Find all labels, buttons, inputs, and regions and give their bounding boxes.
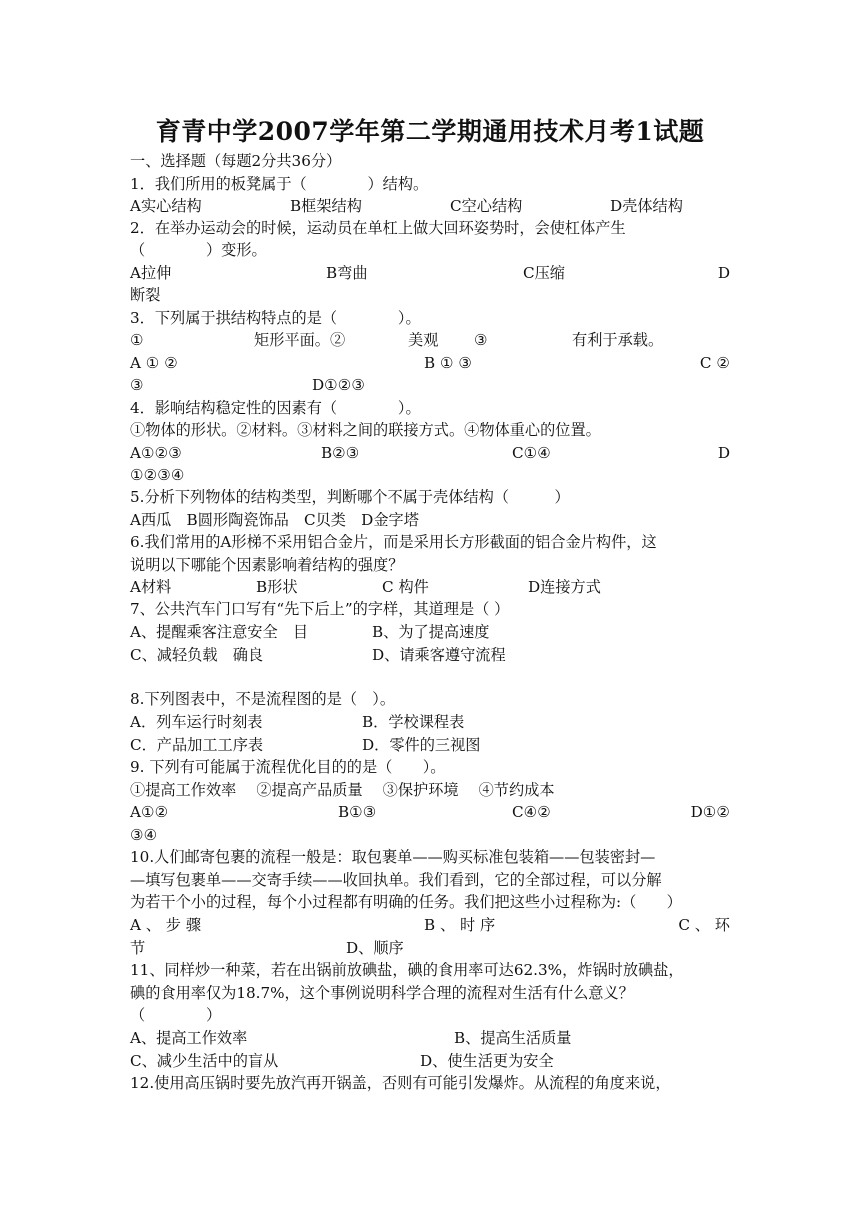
question-5-stem: 5.分析下列物体的结构类型，判断哪个不属于壳体结构（ ） xyxy=(130,488,570,506)
question-2-stem-line2: （ ）变形。 xyxy=(130,241,267,259)
q2-option-d-text: 断裂 xyxy=(130,286,161,304)
page-title: 育青中学2007学年第二学期通用技术月考1试题 xyxy=(155,117,705,146)
question-11-stem-line3: （ ） xyxy=(130,1006,222,1024)
question-6-stem-line2: 说明以下哪能个因素影响着结构的强度？ xyxy=(130,556,404,574)
question-10-stem-line1: 10.人们邮寄包裹的流程一般是：取包裹单——购买标准包装箱——包装密封— xyxy=(130,848,656,866)
question-11-stem-line1: 11、同样炒一种菜，若在出锅前放碘盐，碘的食用率可达62.3%，炸锅时放碘盐， xyxy=(130,961,684,979)
q10-option-a: A 、 步 骤 xyxy=(130,916,202,934)
q9-items: ①提高工作效率 ②提高产品质量 ③保护环境 ④节约成本 xyxy=(130,781,555,799)
q11-option-c: C、减少生活中的盲从 xyxy=(130,1052,279,1070)
q10-option-b: B 、 时 序 xyxy=(424,916,496,934)
q9-option-b: B①③ xyxy=(338,803,377,821)
q3-option-c: C ② xyxy=(699,354,730,372)
q2-option-c: C压缩 xyxy=(523,264,565,282)
section-heading: 一、选择题（每题2分共36分） xyxy=(130,152,342,170)
q8-option-b: B．学校课程表 xyxy=(362,713,465,731)
question-9-stem: 9. 下列有可能属于流程优化目的的是（ ）。 xyxy=(130,758,446,776)
q6-option-b: B形状 xyxy=(256,578,298,596)
question-6-stem-line1: 6.我们常用的A形梯不采用铝合金片，而是采用长方形截面的铝合金片构件，这 xyxy=(130,533,657,551)
q3-item-1-mark: ① xyxy=(130,331,144,349)
q7-option-a: A、提醒乘客注意安全 目 xyxy=(130,623,309,641)
q4-option-d-text: ①②③④ xyxy=(130,466,185,484)
q1-option-d: D壳体结构 xyxy=(610,197,683,215)
question-10-stem-line3: 为若干个小的过程，每个小过程都有明确的任务。我们把这些小过程称为:（ ） xyxy=(130,893,682,911)
q2-option-b: B弯曲 xyxy=(326,264,368,282)
q8-option-c: C．产品加工工序表 xyxy=(130,736,264,754)
q9-option-d-cont: ③④ xyxy=(130,826,158,844)
q2-option-d: D xyxy=(717,264,730,282)
q4-items: ①物体的形状。②材料。③材料之间的联接方式。④物体重心的位置。 xyxy=(130,421,601,439)
q6-option-c: C 构件 xyxy=(382,578,429,596)
q10-option-d: D、顺序 xyxy=(346,939,404,957)
q11-option-a: A、提高工作效率 xyxy=(130,1029,248,1047)
question-11-stem-line2: 碘的食用率仅为18.7%，这个事例说明科学合理的流程对生活有什么意义？ xyxy=(130,984,634,1002)
q10-option-c: C 、 环 xyxy=(678,916,730,934)
q1-option-a: A实心结构 xyxy=(130,197,202,215)
q1-option-b: B框架结构 xyxy=(290,197,362,215)
question-2-stem-line1: 2．在举办运动会的时候，运动员在单杠上做大回环姿势时，会使杠体产生 xyxy=(130,219,626,237)
question-1-stem: 1．我们所用的板凳属于（ ）结构。 xyxy=(130,175,429,193)
q7-option-b: B、为了提高速度 xyxy=(372,623,490,641)
q9-option-a: A①② xyxy=(130,803,169,821)
question-8-stem: 8.下列图表中，不是流程图的是（ ）。 xyxy=(130,690,396,708)
question-3-stem: 3．下列属于拱结构特点的是（ ）。 xyxy=(130,309,421,327)
q8-option-a: A．列车运行时刻表 xyxy=(130,713,263,731)
q4-option-b: B②③ xyxy=(321,444,360,462)
question-10-stem-line2: —填写包裹单——交寄手续——收回执单。我们看到，它的全部过程，可以分解 xyxy=(130,871,662,889)
q3-item-3-mark: ③ xyxy=(474,331,488,349)
question-12-stem-line1: 12.使用高压锅时要先放汽再开锅盖，否则有可能引发爆炸。从流程的角度来说， xyxy=(130,1074,671,1092)
question-7-stem: 7、公共汽车门口写有“先下后上”的字样，其道理是（ ） xyxy=(130,600,510,618)
q3-item-2: 美观 xyxy=(408,331,439,349)
q7-option-c: C、减轻负载 确良 xyxy=(130,646,264,664)
q5-options: A西瓜 B圆形陶瓷饰品 C贝类 D金字塔 xyxy=(130,511,419,529)
q8-option-d: D．零件的三视图 xyxy=(362,736,481,754)
q10-option-c-cont: 节 xyxy=(130,939,146,957)
q6-option-d: D连接方式 xyxy=(528,578,601,596)
q4-option-c: C①④ xyxy=(512,444,551,462)
q7-option-d: D、请乘客遵守流程 xyxy=(372,646,506,664)
q9-option-d: D①② xyxy=(690,803,730,821)
q3-option-d: D①②③ xyxy=(312,376,366,394)
question-4-stem: 4．影响结构稳定性的因素有（ ）。 xyxy=(130,399,421,417)
q9-option-c: C④② xyxy=(512,803,551,821)
q3-item-3: 有利于承载。 xyxy=(572,331,664,349)
q2-option-a: A拉伸 xyxy=(130,264,172,282)
q4-option-d: D xyxy=(717,444,730,462)
q11-option-d: D、使生活更为安全 xyxy=(420,1052,554,1070)
q3-item-1: 矩形平面。② xyxy=(254,331,346,349)
q11-option-b: B、提高生活质量 xyxy=(454,1029,572,1047)
q6-option-a: A材料 xyxy=(130,578,172,596)
q4-option-a: A①②③ xyxy=(130,444,182,462)
q1-option-c: C空心结构 xyxy=(450,197,523,215)
q3-option-c-cont: ③ xyxy=(130,376,144,394)
q3-option-b: B ① ③ xyxy=(424,354,473,372)
q3-option-a: A ① ② xyxy=(130,354,178,372)
